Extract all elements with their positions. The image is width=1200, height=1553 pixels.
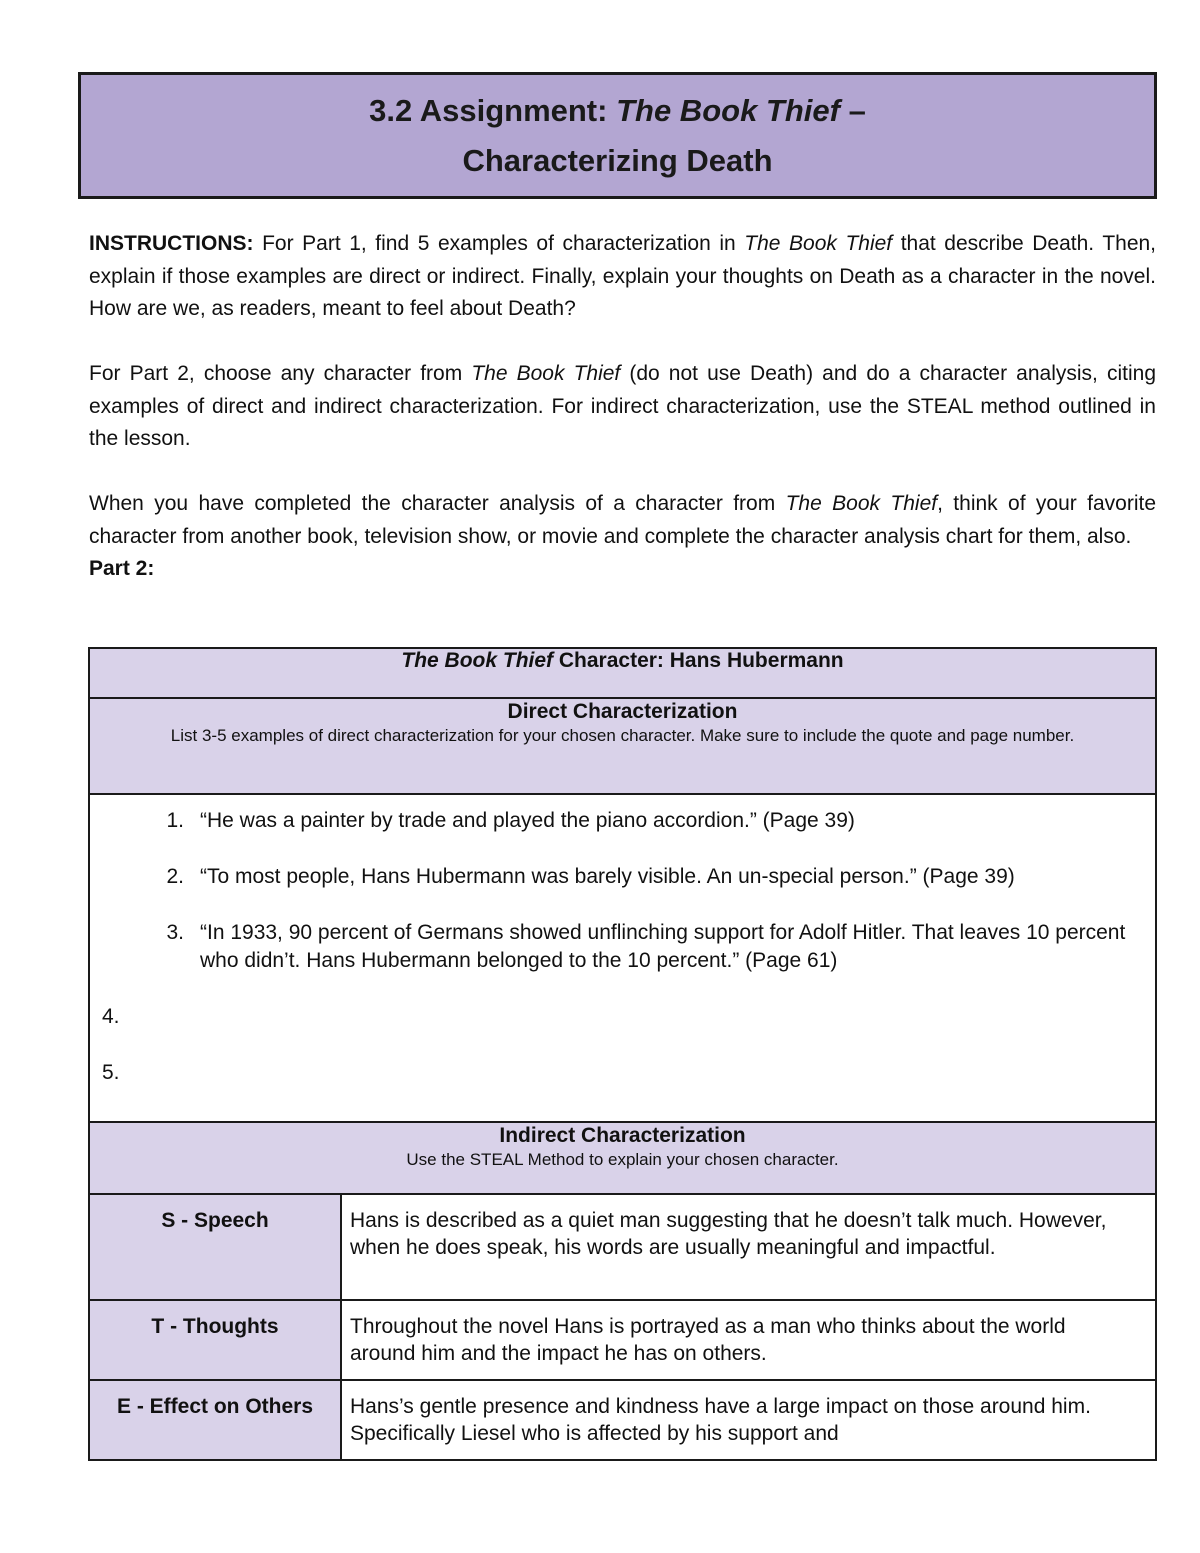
indirect-subtitle: Use the STEAL Method to explain your chosen character. bbox=[406, 1150, 839, 1169]
direct-header-row bbox=[89, 698, 1156, 794]
instructions bbox=[89, 228, 1156, 586]
title-banner bbox=[78, 72, 1157, 199]
steal-label-thoughts: T - Thoughts bbox=[89, 1300, 341, 1380]
list-item: 1. “He was a painter by trade and played the piano accordion.” (Page 39) bbox=[166, 809, 855, 832]
steal-text-speech: Hans is described as a quiet man suggesting that he doesn’t talk much. However, when he does speak, his words are usually meaningful and impactful. bbox=[341, 1194, 1156, 1300]
page-title-line-2: Characterizing Death bbox=[462, 142, 773, 178]
instructions-part1: INSTRUCTIONS: For Part 1, find 5 examples of characterization in The Book Thief that describe Death. Then, explain if those examples are direct or indirect. Finally, explain your thoughts on Death as a character in the novel. How are we, as readers, meant to feel about Death? bbox=[89, 232, 1157, 320]
page-title-line-1: 3.2 Assignment: The Book Thief – bbox=[369, 92, 866, 128]
indirect-header-row bbox=[89, 1122, 1156, 1194]
table-row bbox=[89, 1380, 1156, 1460]
empty-list-item: 5. bbox=[102, 1061, 120, 1084]
part2-heading: Part 2: bbox=[89, 557, 155, 580]
instructions-part3: When you have completed the character analysis of a character from The Book Thief, think of your favorite character from another book, television show, or movie and complete the character analysis chart for them, also. bbox=[89, 492, 1157, 548]
table-row bbox=[89, 1300, 1156, 1380]
empty-list-item: 4. bbox=[102, 1005, 120, 1028]
instructions-part2: For Part 2, choose any character from The Book Thief (do not use Death) and do a character analysis, citing examples of direct and indirect characterization. For indirect characterization, use the STEAL method outlined in the lesson. bbox=[89, 362, 1157, 450]
direct-subtitle: List 3-5 examples of direct characterization for your chosen character. Make sure to include the quote and page number. bbox=[170, 726, 1075, 745]
steal-text-effect: Hans’s gentle presence and kindness have a large impact on those around him. Specifically Liesel who is affected by his support and bbox=[341, 1380, 1156, 1460]
direct-list-cell bbox=[89, 794, 1156, 1122]
character-analysis-chart bbox=[88, 647, 1157, 1461]
steal-text-thoughts: Throughout the novel Hans is portrayed as a man who thinks about the world around him and the impact he has on others. bbox=[341, 1300, 1156, 1380]
character-header-row bbox=[89, 648, 1156, 698]
table-row bbox=[89, 1194, 1156, 1300]
direct-list-row bbox=[89, 794, 1156, 1122]
steal-label-speech: S - Speech bbox=[89, 1194, 341, 1300]
character-header: The Book Thief Character: Hans Hubermann bbox=[89, 648, 1156, 698]
list-item: 2. “To most people, Hans Hubermann was barely visible. An un-special person.” (Page 39) bbox=[166, 865, 1015, 888]
steal-label-effect: E - Effect on Others bbox=[89, 1380, 341, 1460]
list-item: 3. “In 1933, 90 percent of Germans showed unflinching support for Adolf Hitler. That leaves 10 percent who didn’t. Hans Hubermann belonged to the 10 percent.” (Page 61) bbox=[166, 921, 1126, 972]
indirect-title: Indirect Characterization bbox=[499, 1124, 746, 1147]
direct-title: Direct Characterization bbox=[507, 700, 738, 723]
